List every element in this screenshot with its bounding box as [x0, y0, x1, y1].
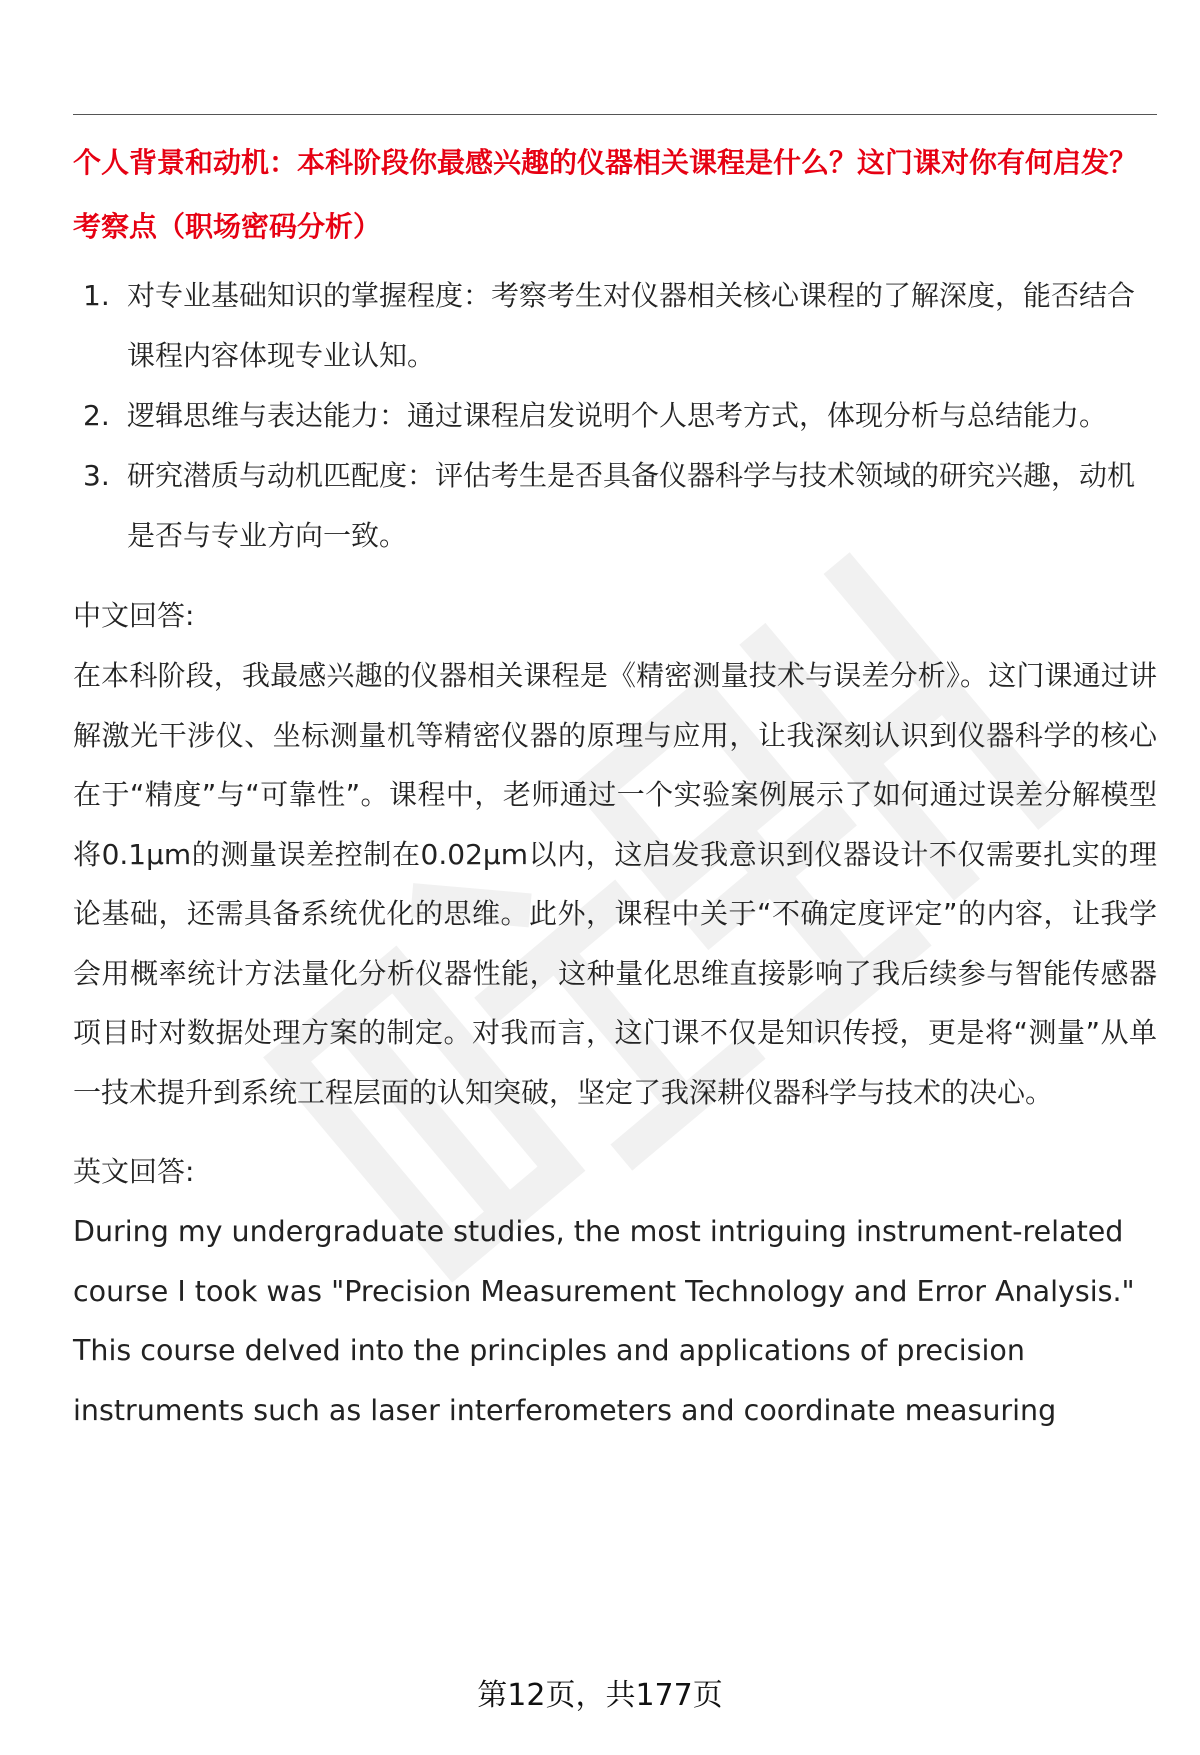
english-answer-text: During my undergraduate studies, the most intriguing instrument-related course I took was "Precision Measurement Technology and Error Analysis." This course delved into the principles and applications of precision instruments such as laser interferometers and coordinate measuring	[73, 1215, 1135, 1427]
list-item	[73, 386, 1157, 446]
header-divider	[73, 114, 1157, 115]
list-item-text: 研究潜质与动机匹配度：评估考生是否具备仪器科学与技术领域的研究兴趣，动机是否与专业方向一致。	[127, 459, 1136, 552]
list-item-text: 逻辑思维与表达能力：通过课程启发说明个人思考方式，体现分析与总结能力。	[127, 399, 1108, 432]
list-item	[73, 446, 1157, 566]
list-item	[73, 266, 1157, 386]
chinese-answer-label: 中文回答:	[73, 599, 195, 632]
list-item-number: 1.	[83, 279, 110, 312]
question-heading: 个人背景和动机：本科阶段你最感兴趣的仪器相关课程是什么？这门课对你有何启发？	[73, 146, 1138, 179]
list-item-number: 3.	[83, 459, 110, 492]
assessment-heading: 考察点（职场密码分析）	[73, 210, 382, 243]
chinese-answer-text: 在本科阶段，我最感兴趣的仪器相关课程是《精密测量技术与误差分析》。这门课通过讲解激光干涉仪、坐标测量机等精密仪器的原理与应用，让我深刻认识到仪器科学的核心在于“精度”与“可靠性”。课程中，老师通过一个实验案例展示了如何通过误差分解模型将0.1μm的测量误差控制在0.02μm以内，这启发我意识到仪器设计不仅需要扎实的理论基础，还需具备系统优化的思维。此外，课程中关于“不确定度评定”的内容，让我学会用概率统计方法量化分析仪器性能，这种量化思维直接影响了我后续参与智能传感器项目时对数据处理方案的制定。对我而言，这门课不仅是知识传授，更是将“测量”从单一技术提升到系统工程层面的认知突破，坚定了我深耕仪器科学与技术的决心。	[73, 659, 1157, 1109]
list-item-text: 对专业基础知识的掌握程度：考察考生对仪器相关核心课程的了解深度，能否结合课程内容体现专业认知。	[127, 279, 1136, 372]
page-number: 第12页，共177页	[477, 1678, 723, 1713]
english-answer-label: 英文回答:	[73, 1155, 195, 1188]
list-item-number: 2.	[83, 399, 110, 432]
assessment-points-list	[73, 266, 1157, 566]
page-content	[73, 144, 1157, 1440]
